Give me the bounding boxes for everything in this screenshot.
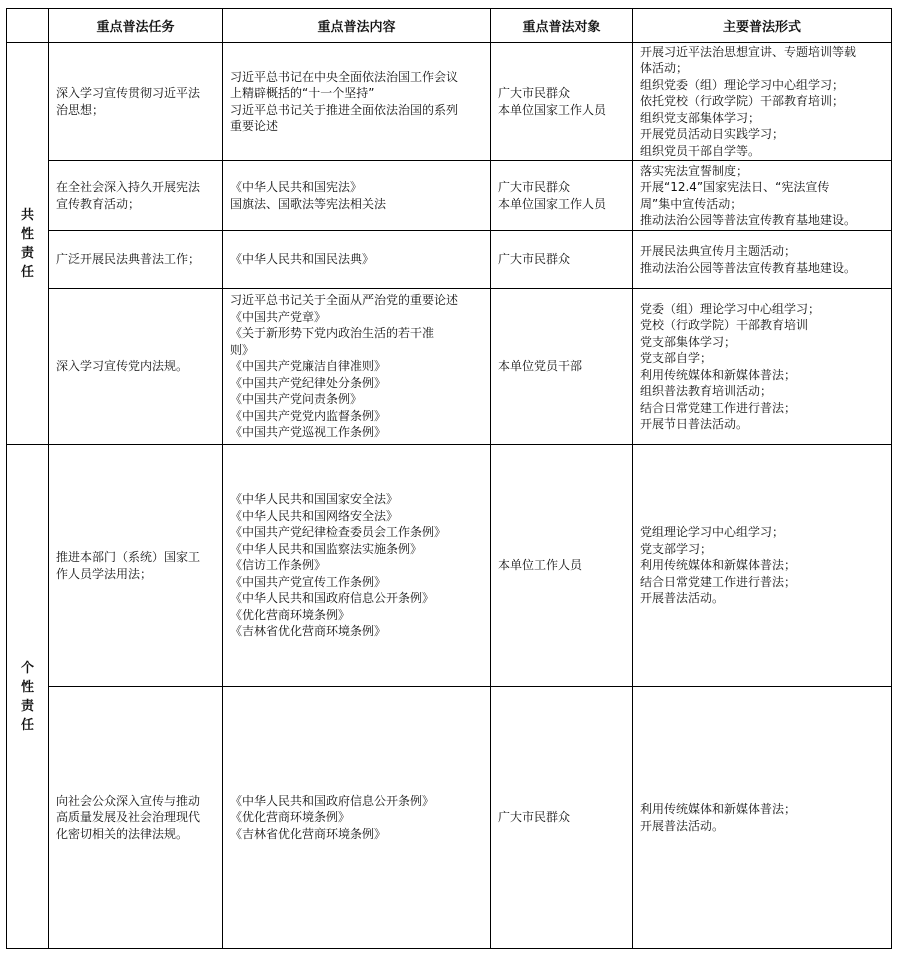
content-line: 上精辟概括的“十一个坚持” [230, 86, 375, 100]
target-cell [491, 43, 633, 161]
forms-line: 开展党员活动日实践学习； [640, 127, 785, 142]
header-target: 重点普法对象 [491, 9, 633, 43]
task-line: 治思想； [56, 102, 105, 117]
task-cell [49, 43, 223, 161]
target-line: 广大市民群众 [498, 252, 571, 267]
content-line: 习近平总书记关于推进全面依法治国的系列 [230, 102, 459, 117]
task-line: 推进本部门（系统）国家工 [56, 550, 201, 564]
content-line: 《中国共产党问责条例》 [230, 392, 363, 407]
header-forms: 主要普法形式 [633, 9, 892, 43]
content-line: 《中国共产党廉洁自律准则》 [230, 359, 387, 374]
forms-line: 开展普法活动。 [640, 591, 725, 606]
table-body [7, 43, 892, 949]
content-line: 《中华人民共和国宪法》 [230, 180, 363, 194]
content-line: 《中国共产党巡视工作条例》 [230, 425, 387, 440]
target-line: 广大市民群众 [498, 810, 571, 825]
task-line: 广泛开展民法典普法工作； [56, 252, 201, 267]
task-cell [49, 687, 223, 949]
forms-line: 开展普法活动。 [640, 818, 725, 833]
content-line: 则》 [230, 342, 255, 357]
forms-line: 组织党委（组）理论学习中心组学习； [640, 77, 845, 92]
target-cell [491, 161, 633, 231]
content-line: 《优化营商环境条例》 [230, 607, 351, 622]
forms-line: 依托党校（行政学院）干部教育培训； [640, 94, 845, 109]
forms-line: 开展节日普法活动。 [640, 417, 749, 431]
content-line: 习近平总书记关于全面从严治党的重要论述 [230, 293, 459, 308]
content-line: 重要论述 [230, 119, 279, 133]
content-line: 习近平总书记在中央全面依法治国工作会议 [230, 69, 459, 84]
target-line: 本单位国家工作人员 [498, 196, 607, 211]
task-cell [49, 161, 223, 231]
forms-line: 开展习近平法治思想宣讲、专题培训等载 [640, 44, 857, 59]
table-header-row [7, 9, 892, 43]
content-line: 《吉林省优化营商环境条例》 [230, 826, 387, 841]
content-cell [223, 445, 491, 687]
content-line: 《中国共产党章》 [230, 309, 327, 324]
content-line: 《中国共产党宣传工作条例》 [230, 574, 387, 589]
forms-line: 党校（行政学院）干部教育培训 [640, 318, 809, 332]
header-category [7, 9, 49, 43]
content-line: 《中华人民共和国政府信息公开条例》 [230, 793, 435, 808]
forms-cell [633, 289, 892, 445]
forms-line: 利用传统媒体和新媒体普法； [640, 802, 797, 816]
target-line: 广大市民群众 [498, 86, 571, 100]
content-line: 《吉林省优化营商环境条例》 [230, 624, 387, 639]
target-cell [491, 289, 633, 445]
task-line: 在全社会深入持久开展宪法 [56, 180, 201, 194]
forms-line: 利用传统媒体和新媒体普法； [640, 558, 797, 573]
table-row [7, 687, 892, 949]
forms-line: 组织普法教育培训活动； [640, 384, 773, 398]
content-line: 《中国共产党纪律处分条例》 [230, 375, 387, 390]
task-line: 深入学习宣传贯彻习近平法 [56, 86, 201, 100]
content-cell [223, 161, 491, 231]
content-line: 《关于新形势下党内政治生活的若干准 [230, 326, 435, 341]
forms-cell [633, 231, 892, 289]
forms-line: 党支部集体学习； [640, 334, 737, 349]
target-line: 本单位工作人员 [498, 558, 583, 573]
category-label: 个 性 责 任 [20, 660, 34, 733]
header-task: 重点普法任务 [49, 9, 223, 43]
forms-line: 党支部学习； [640, 541, 713, 556]
forms-line: 体活动； [640, 61, 689, 76]
task-line: 作人员学法用法； [56, 566, 153, 581]
forms-cell [633, 687, 892, 949]
table-row [7, 445, 892, 687]
forms-cell [633, 43, 892, 161]
header-content: 重点普法内容 [223, 9, 491, 43]
target-cell [491, 445, 633, 687]
forms-line: 利用传统媒体和新媒体普法； [640, 367, 797, 382]
forms-cell [633, 445, 892, 687]
content-line: 《优化营商环境条例》 [230, 810, 351, 825]
law-education-plan-table [6, 8, 892, 949]
task-line: 高质量发展及社会治理现代 [56, 810, 201, 825]
category-cell [7, 43, 49, 445]
forms-line: 落实宪法宣誓制度； [640, 163, 749, 178]
task-cell [49, 445, 223, 687]
content-line: 《中华人民共和国国家安全法》 [230, 492, 399, 507]
task-cell [49, 289, 223, 445]
forms-line: 结合日常党建工作进行普法； [640, 400, 797, 415]
forms-line: 组织党支部集体学习； [640, 110, 761, 125]
content-line: 国旗法、国歌法等宪法相关法 [230, 196, 387, 211]
forms-line: 党组理论学习中心组学习； [640, 525, 785, 540]
table-row [7, 43, 892, 161]
target-cell [491, 231, 633, 289]
content-line: 《中华人民共和国政府信息公开条例》 [230, 591, 435, 606]
table-row [7, 161, 892, 231]
content-cell [223, 43, 491, 161]
target-cell [491, 687, 633, 949]
forms-line: 推动法治公园等普法宣传教育基地建设。 [640, 213, 857, 227]
forms-line: 党支部自学； [640, 351, 713, 365]
task-cell [49, 231, 223, 289]
task-line: 深入学习宣传党内法规。 [56, 359, 189, 374]
forms-line: 结合日常党建工作进行普法； [640, 574, 797, 589]
forms-line: 开展“12.4”国家宪法日、“宪法宣传 [640, 180, 830, 194]
content-line: 《中华人民共和国民法典》 [230, 252, 375, 267]
content-cell [223, 231, 491, 289]
task-line: 向社会公众深入宣传与推动 [56, 793, 201, 808]
content-cell [223, 289, 491, 445]
content-line: 《中华人民共和国监察法实施条例》 [230, 541, 423, 556]
forms-line: 组织党员干部自学等。 [640, 143, 761, 158]
content-line: 《信访工作条例》 [230, 558, 327, 573]
category-cell [7, 445, 49, 949]
category-label: 共 性 责 任 [20, 207, 34, 280]
target-line: 本单位党员干部 [498, 359, 583, 374]
target-line: 广大市民群众 [498, 180, 571, 194]
content-cell [223, 687, 491, 949]
task-line: 化密切相关的法律法规。 [56, 826, 189, 841]
forms-cell [633, 161, 892, 231]
forms-line: 推动法治公园等普法宣传教育基地建设。 [640, 260, 857, 275]
forms-line: 周”集中宣传活动； [640, 196, 743, 211]
task-line: 宣传教育活动； [56, 196, 141, 211]
content-line: 《中华人民共和国网络安全法》 [230, 508, 399, 523]
target-line: 本单位国家工作人员 [498, 102, 607, 117]
table-row [7, 289, 892, 445]
forms-line: 党委（组）理论学习中心组学习； [640, 301, 821, 316]
content-line: 《中国共产党党内监督条例》 [230, 408, 387, 423]
content-line: 《中国共产党纪律检查委员会工作条例》 [230, 525, 447, 540]
forms-line: 开展民法典宣传月主题活动； [640, 244, 797, 258]
table-row [7, 231, 892, 289]
